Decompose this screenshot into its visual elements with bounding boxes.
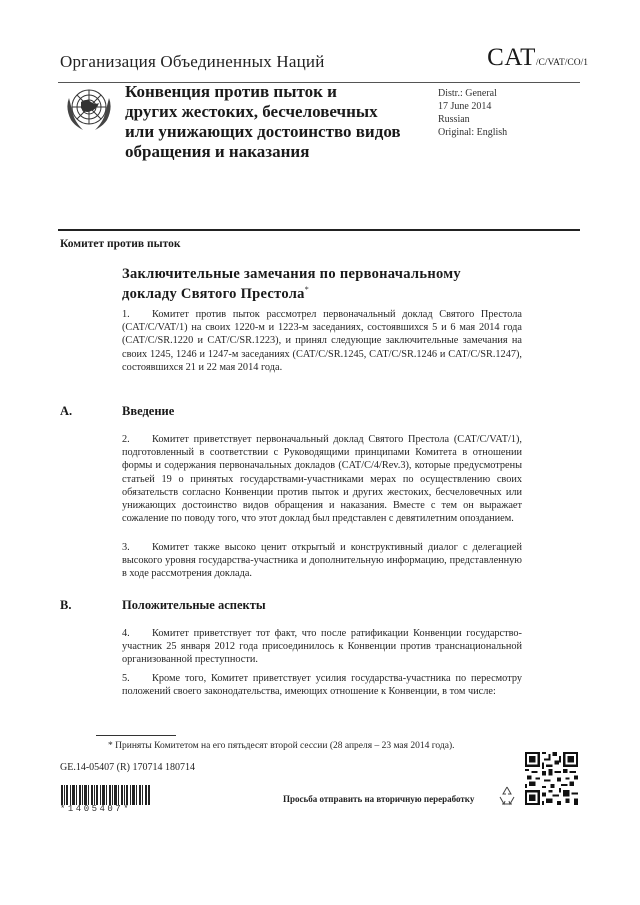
symbol-suffix: /C/VAT/CO/1 <box>535 58 588 68</box>
footnote-divider <box>96 735 176 736</box>
section-letter: B. <box>60 598 72 612</box>
convention-title <box>125 82 425 162</box>
barcode-icon <box>61 785 151 805</box>
paragraph-number: 2. <box>122 434 130 445</box>
distribution-info <box>438 87 507 139</box>
section-a-heading <box>60 404 174 419</box>
section-title: Введение <box>122 404 175 418</box>
paragraph-text: Комитет также высоко ценит открытый и конструктивный диалог с делегацией высокого уровня государства-участника и дополнительную информацию, представленную в ходе рассмотрения доклада. <box>122 542 522 580</box>
committee-name: Комитет против пыток <box>60 238 181 250</box>
title-line: других жестоких, бесчеловечных <box>125 102 378 121</box>
document-symbol <box>487 44 588 72</box>
doc-title-line: Заключительные замечания по первоначальному <box>122 266 461 282</box>
section-b-heading <box>60 598 266 613</box>
footnote-mark: * <box>304 285 310 294</box>
title-divider <box>58 229 580 231</box>
paragraph-text: Комитет приветствует первоначальный доклад Святого Престола (CAT/C/VAT/1), подготовленный в соответствии с Руководящими принципами Комитета в отношении формы и содержания первоначальных докладов (CAT/C/4/Rev.3), которые предусмотрены статьей 19 о принятых государствами-участниками мерах по осуществлению своих обязательств согласно Конвенции против пыток и других жестоких, бесчеловечных или унижающих достоинство видов обращения и наказания. Вместе с тем он выражает сожаление по поводу того, что этот доклад был представлен с девятилетним опозданием. <box>122 434 522 525</box>
doc-title-line: докладу Святого Престола <box>122 285 305 302</box>
recycle-notice: Просьба отправить на вторичную переработку <box>283 794 475 804</box>
footnote: * Приняты Комитетом на его пятьдесят второй сессии (28 апреля – 23 мая 2014 года). <box>108 741 455 751</box>
distr-date: 17 June 2014 <box>438 101 492 112</box>
paragraph-number: 3. <box>122 542 130 553</box>
paragraph-3 <box>122 541 522 581</box>
paragraph-2 <box>122 433 522 525</box>
recycle-icon <box>497 785 517 807</box>
un-emblem-icon <box>61 80 117 136</box>
title-line: Конвенция против пыток и <box>125 82 337 101</box>
paragraph-1 <box>122 308 522 374</box>
paragraph-4 <box>122 627 522 667</box>
symbol-main: CAT <box>487 44 536 71</box>
section-title: Положительные аспекты <box>122 598 266 612</box>
distr-line: Distr.: General <box>438 88 497 99</box>
paragraph-number: 1. <box>122 309 130 320</box>
document-title <box>122 267 542 302</box>
job-number: GE.14-05407 (R) 170714 180714 <box>60 762 195 773</box>
section-letter: A. <box>60 404 73 418</box>
paragraph-number: 4. <box>122 628 130 639</box>
paragraph-5 <box>122 672 522 698</box>
paragraph-text: Комитет приветствует тот факт, что после ратификации Конвенции государство-участник 25 января 2012 года присоединилось к Конвенции против транснациональной организованной преступности. <box>122 628 522 666</box>
distr-original: Original: English <box>438 127 508 138</box>
paragraph-text: Кроме того, Комитет приветствует усилия государства-участника по пересмотру положений своего законодательства, имеющих отношение к Конвенции, в том числе: <box>122 673 522 698</box>
barcode-number: *1405407* <box>60 804 132 814</box>
distr-language: Russian <box>438 114 470 125</box>
qr-code-icon <box>525 752 578 805</box>
paragraph-number: 5. <box>122 673 130 684</box>
title-line: или унижающих достоинство видов <box>125 122 401 141</box>
paragraph-text: Комитет против пыток рассмотрел первоначальный доклад Святого Престола (CAT/C/VAT/1) на своих 1220-м и 1223-м заседаниях, состоявшихся 5 и 6 мая 2014 года (CAT/C/SR.1220 и CAT/C/SR.1223), и принял следующие заключительные замечания на своих 1245, 1246 и 1247-м заседаниях (CAT/C/SR.1245, CAT/C/SR.1246 и CAT/C/SR.1247), состоявшихся 21 и 22 мая 2014 года. <box>122 309 522 373</box>
title-line: обращения и наказания <box>125 142 310 161</box>
organization-name: Организация Объединенных Наций <box>60 52 325 71</box>
